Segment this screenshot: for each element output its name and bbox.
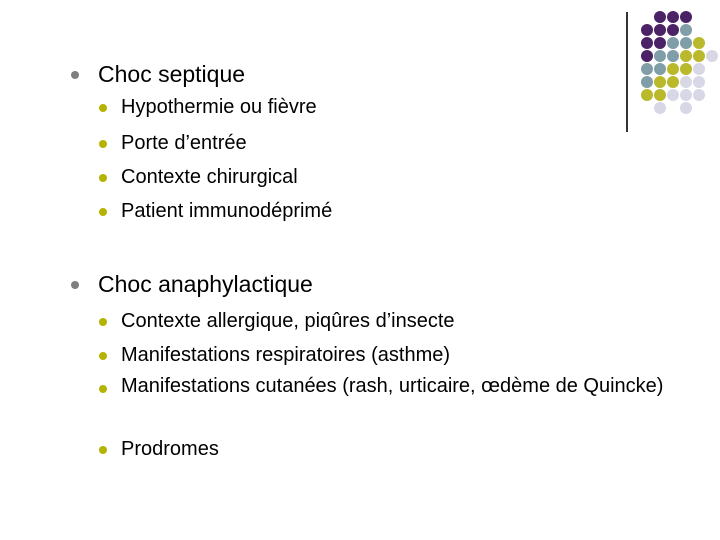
list-item: Contexte chirurgical <box>121 166 298 188</box>
list-bullet <box>99 385 107 393</box>
list-item: Contexte allergique, piqûres d’insecte <box>121 310 455 332</box>
list-item: Hypothermie ou fièvre <box>121 96 317 118</box>
list-item: Manifestations cutanées (rash, urticaire, œdème de Quincke) <box>121 375 664 397</box>
list-bullet <box>99 104 107 112</box>
list-bullet <box>99 352 107 360</box>
list-item: Manifestations respiratoires (asthme) <box>121 344 451 366</box>
list-bullet <box>99 318 107 326</box>
list-item: Patient immunodéprimé <box>121 200 333 222</box>
list-item: Porte d’entrée <box>121 132 247 154</box>
section-bullet <box>71 281 79 289</box>
section-title: Choc anaphylactique <box>98 271 313 297</box>
list-bullet <box>99 446 107 454</box>
section-title: Choc septique <box>98 61 246 87</box>
list-item: Prodromes <box>121 438 219 460</box>
list-bullet <box>99 208 107 216</box>
section-bullet <box>71 71 79 79</box>
list-bullet <box>99 140 107 148</box>
list-bullet <box>99 174 107 182</box>
